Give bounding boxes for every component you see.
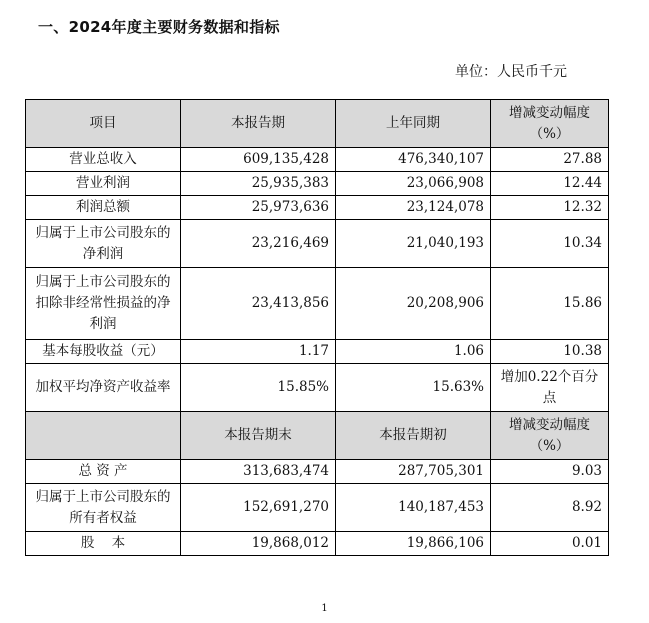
row-previous: 21,040,193 <box>336 220 491 268</box>
row-change: 10.34 <box>491 220 609 268</box>
table-row <box>26 364 609 412</box>
table-row <box>26 340 609 364</box>
row-change: 12.32 <box>491 196 609 220</box>
header-item: 项目 <box>26 100 181 148</box>
row-change: 0.01 <box>491 532 609 556</box>
header-previous-period: 上年同期 <box>336 100 491 148</box>
row-label: 利润总额 <box>26 196 181 220</box>
row-previous: 23,066,908 <box>336 172 491 196</box>
row-change: 27.88 <box>491 148 609 172</box>
header-period-start: 本报告期初 <box>336 412 491 460</box>
row-previous: 140,187,453 <box>336 484 491 532</box>
row-change: 10.38 <box>491 340 609 364</box>
section-heading: 一、2024年度主要财务数据和指标 <box>38 18 280 36</box>
table-row <box>26 220 609 268</box>
header-blank <box>26 412 181 460</box>
table-row <box>26 196 609 220</box>
row-change: 增加0.22个百分点 <box>491 364 609 412</box>
row-current: 1.17 <box>181 340 336 364</box>
table-row <box>26 484 609 532</box>
row-previous: 476,340,107 <box>336 148 491 172</box>
row-current: 25,973,636 <box>181 196 336 220</box>
row-previous: 20,208,906 <box>336 268 491 340</box>
table-row <box>26 460 609 484</box>
row-label: 股 本 <box>26 532 181 556</box>
row-previous: 1.06 <box>336 340 491 364</box>
row-previous: 15.63% <box>336 364 491 412</box>
row-change: 12.44 <box>491 172 609 196</box>
table-header-row <box>26 100 609 148</box>
row-previous: 19,866,106 <box>336 532 491 556</box>
row-label: 归属于上市公司股东的所有者权益 <box>26 484 181 532</box>
table-subheader-row <box>26 412 609 460</box>
row-label: 归属于上市公司股东的净利润 <box>26 220 181 268</box>
header-current-period: 本报告期 <box>181 100 336 148</box>
page-number: 1 <box>321 603 328 614</box>
header-change: 增减变动幅度（%） <box>491 412 609 460</box>
table-row <box>26 268 609 340</box>
table-row <box>26 532 609 556</box>
currency-unit-note: 单位：人民币千元 <box>455 64 567 80</box>
row-label: 营业利润 <box>26 172 181 196</box>
row-current: 19,868,012 <box>181 532 336 556</box>
row-label: 加权平均净资产收益率 <box>26 364 181 412</box>
row-current: 152,691,270 <box>181 484 336 532</box>
row-current: 15.85% <box>181 364 336 412</box>
row-current: 609,135,428 <box>181 148 336 172</box>
table-row <box>26 172 609 196</box>
row-current: 23,413,856 <box>181 268 336 340</box>
row-change: 9.03 <box>491 460 609 484</box>
row-change: 8.92 <box>491 484 609 532</box>
header-period-end: 本报告期末 <box>181 412 336 460</box>
row-label: 基本每股收益（元） <box>26 340 181 364</box>
financial-data-table <box>25 99 609 556</box>
row-current: 313,683,474 <box>181 460 336 484</box>
row-label: 总 资 产 <box>26 460 181 484</box>
row-current: 23,216,469 <box>181 220 336 268</box>
row-change: 15.86 <box>491 268 609 340</box>
table-row <box>26 148 609 172</box>
row-label: 营业总收入 <box>26 148 181 172</box>
row-current: 25,935,383 <box>181 172 336 196</box>
row-label: 归属于上市公司股东的扣除非经常性损益的净利润 <box>26 268 181 340</box>
row-previous: 287,705,301 <box>336 460 491 484</box>
row-previous: 23,124,078 <box>336 196 491 220</box>
header-change: 增减变动幅度（%） <box>491 100 609 148</box>
